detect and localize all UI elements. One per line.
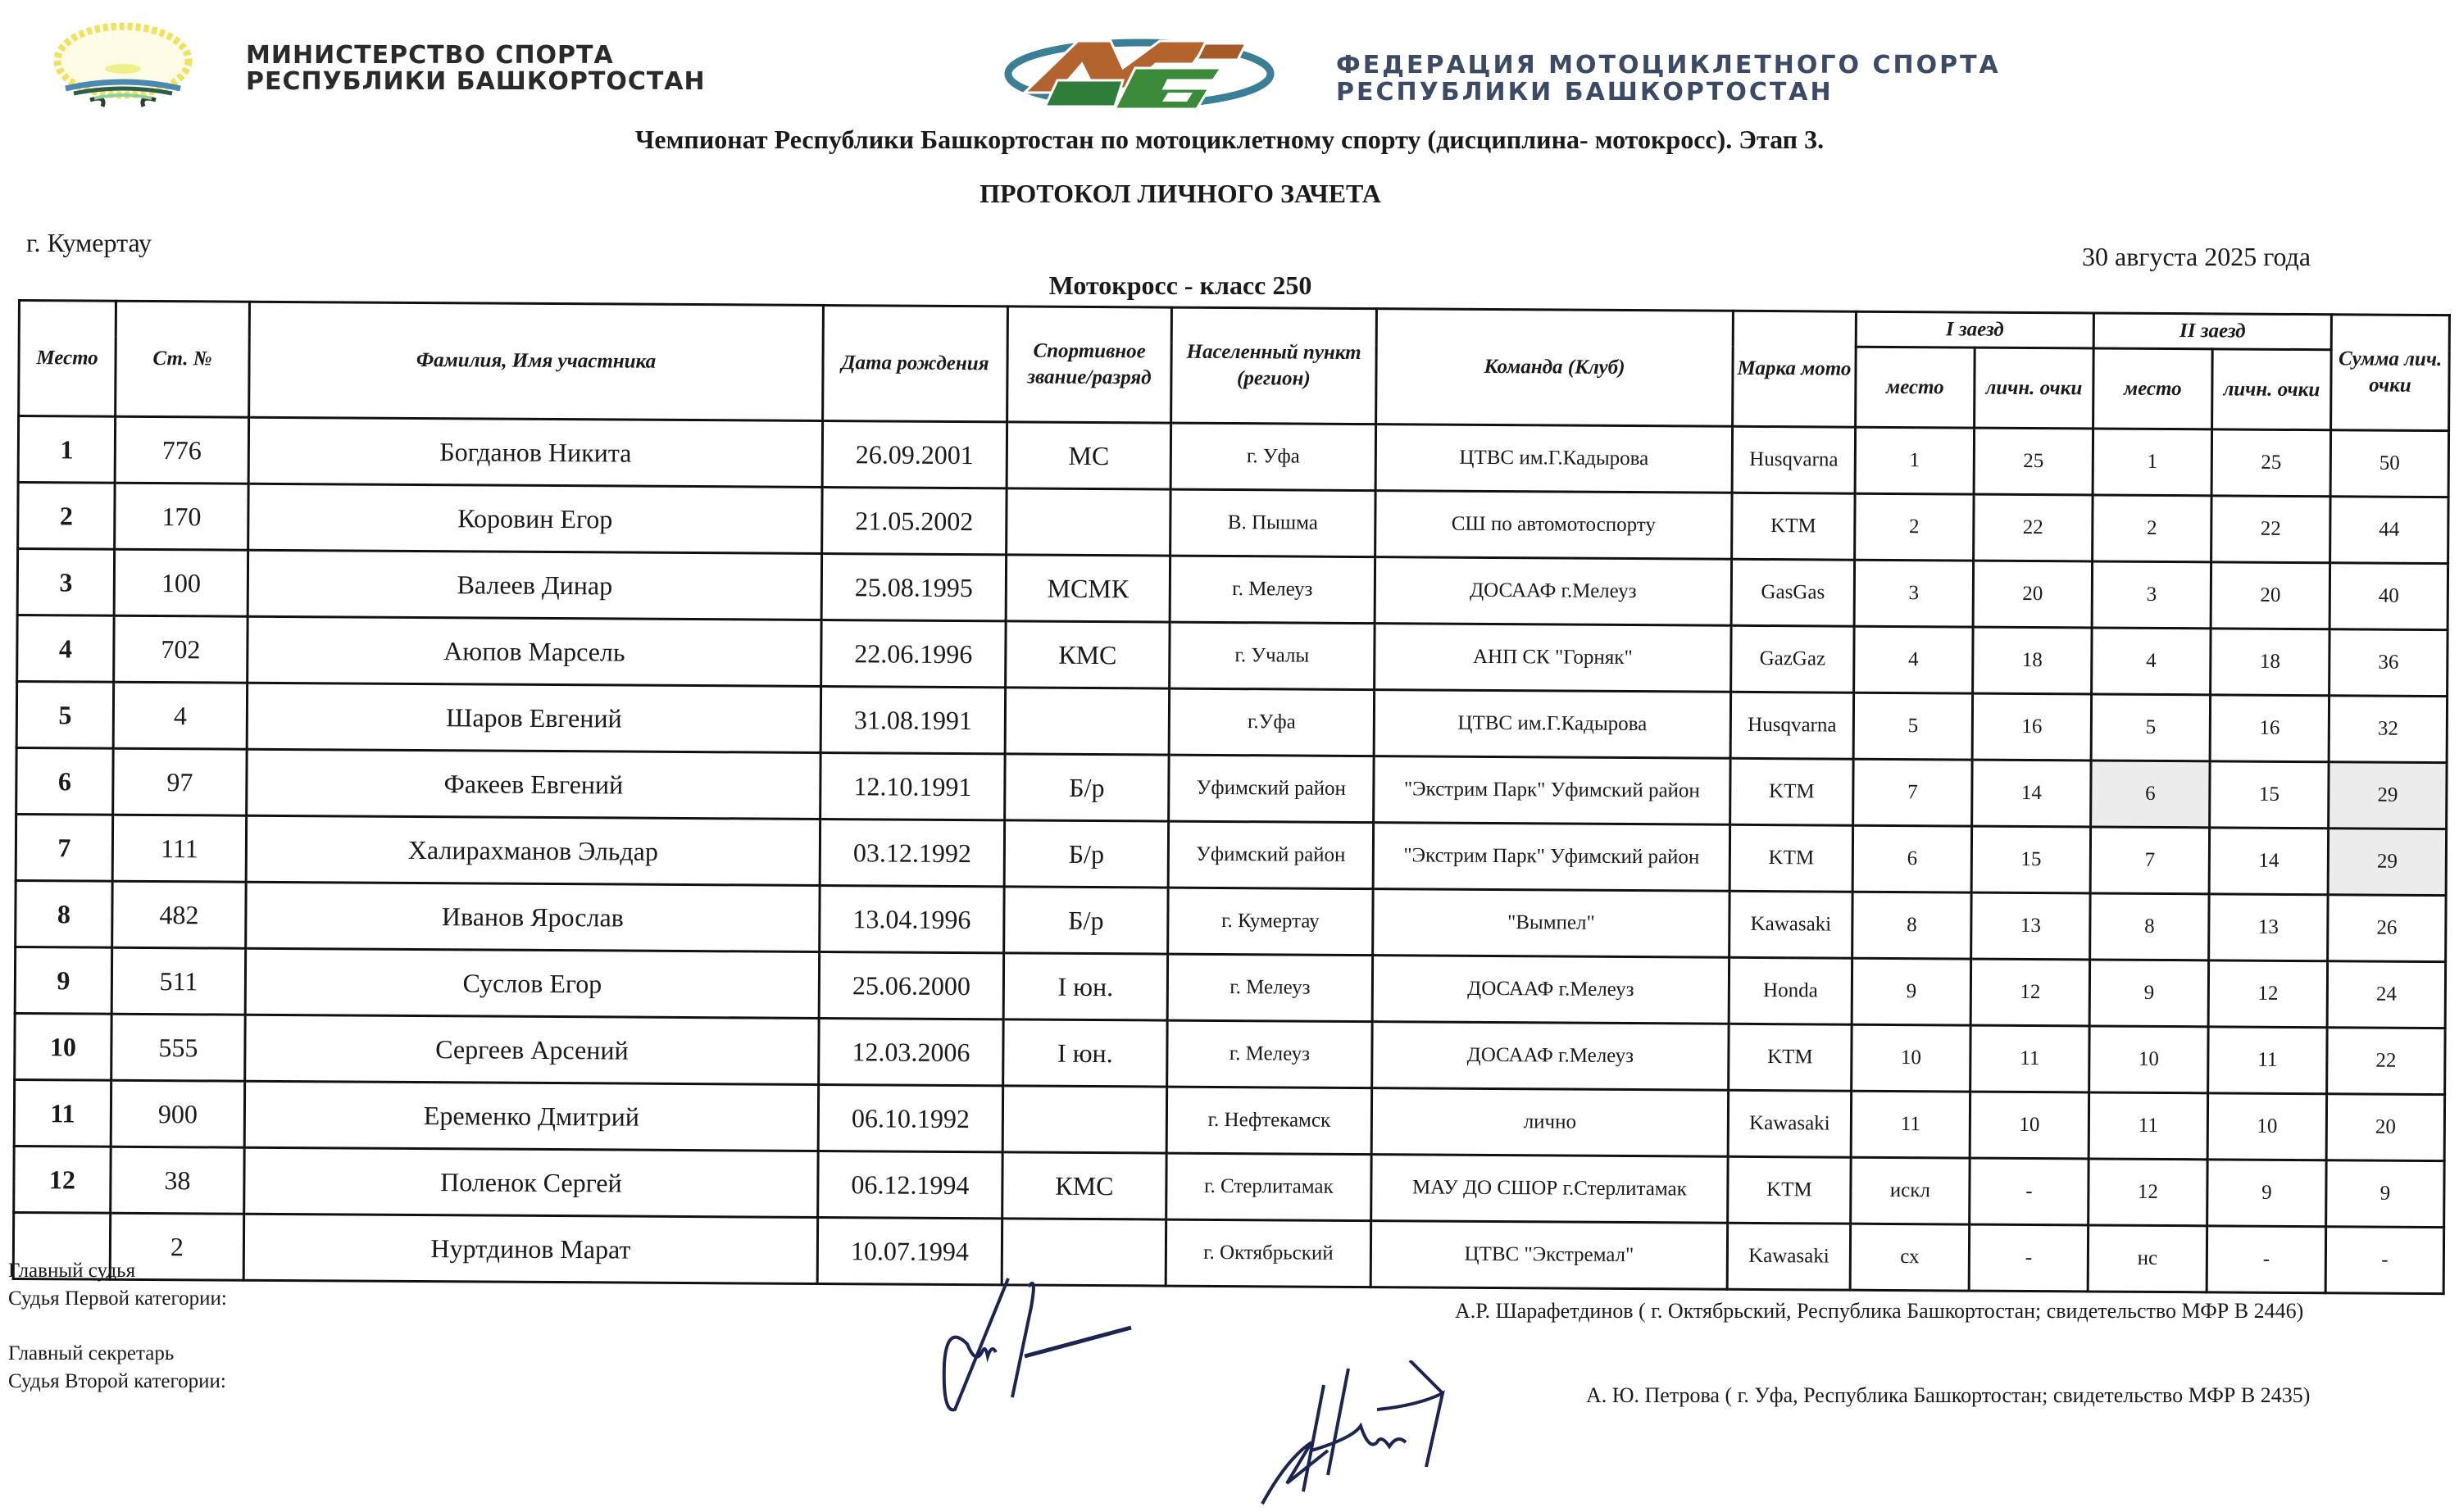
row-race-1-place: 3 — [1854, 560, 1973, 627]
row-name: Еременко Дмитрий — [244, 1081, 818, 1151]
row-start-number: 97 — [113, 748, 247, 815]
header-race-1-points: личн. очки — [1975, 347, 2094, 429]
row-race-1-points: 16 — [1972, 693, 2092, 761]
row-place: 6 — [16, 747, 113, 815]
row-total: 32 — [2329, 696, 2447, 763]
header-name: Фамилия, Имя участника — [249, 302, 824, 420]
row-birth-date: 22.06.1996 — [821, 620, 1006, 687]
row-race-2-points: 16 — [2210, 695, 2329, 762]
row-race-1-points: 10 — [1970, 1092, 2089, 1159]
row-race-2-points: 20 — [2211, 562, 2329, 629]
row-name: Сергеев Арсений — [245, 1015, 819, 1084]
row-team: АНП СК "Горняк" — [1375, 624, 1731, 692]
row-team: ЦТВС "Экстремал" — [1370, 1221, 1727, 1290]
row-city: г. Кумертау — [1168, 888, 1373, 956]
row-race-2-place: 4 — [2092, 628, 2211, 695]
row-rank — [1007, 488, 1170, 556]
row-rank: I юн. — [1003, 1019, 1167, 1087]
row-start-number: 482 — [112, 881, 246, 948]
row-start-number: 702 — [114, 615, 248, 683]
header-total: Сумма лич. очки — [2331, 315, 2450, 431]
chief-secretary-signature — [1254, 1360, 1516, 1512]
header-birth-date: Дата рождения — [823, 306, 1008, 422]
row-race-2-place: 6 — [2091, 761, 2210, 828]
row-city: г. Нефтекамск — [1166, 1087, 1371, 1155]
row-moto: KTM — [1728, 1156, 1851, 1224]
row-name: Шаров Евгений — [247, 683, 820, 752]
row-race-1-points: 15 — [1971, 826, 2091, 893]
row-race-2-points: 18 — [2211, 629, 2329, 696]
row-total: 29 — [2328, 829, 2446, 896]
row-race-2-place: 3 — [2092, 561, 2211, 629]
chief-judge-name: А.Р. Шарафетдинов ( г. Октябрьский, Республика Башкортостан; свидетельство МФР В 2446) — [1455, 1299, 2304, 1323]
row-name: Аюпов Марсель — [248, 616, 821, 686]
row-start-number: 555 — [111, 1014, 245, 1081]
row-total: 20 — [2326, 1094, 2444, 1161]
row-race-1-points: - — [1969, 1224, 2089, 1292]
row-race-1-place: 5 — [1853, 692, 1972, 760]
row-start-number: 2 — [110, 1213, 243, 1280]
chief-secretary-name: А. Ю. Петрова ( г. Уфа, Республика Башкортостан; свидетельство МФР В 2435) — [1586, 1383, 2311, 1407]
ministry-title-line: РЕСПУБЛИКИ БАШКОРТОСТАН — [246, 67, 706, 96]
row-race-1-place: 11 — [1851, 1091, 1970, 1158]
row-race-2-place: 7 — [2090, 827, 2209, 894]
row-birth-date: 21.05.2002 — [822, 487, 1007, 554]
row-team: ДОСААФ г.Мелеуз — [1372, 1022, 1729, 1091]
row-race-1-place: 10 — [1852, 1024, 1970, 1092]
header-start-number: Ст. № — [116, 301, 250, 417]
row-total: 29 — [2329, 762, 2447, 829]
row-team: "Вымпел" — [1373, 889, 1729, 958]
row-place: 5 — [16, 682, 113, 749]
row-moto: KTM — [1732, 493, 1855, 560]
row-birth-date: 31.08.1991 — [820, 686, 1005, 753]
row-birth-date: 12.03.2006 — [819, 1018, 1003, 1085]
row-birth-date: 25.06.2000 — [819, 951, 1003, 1019]
row-moto: Honda — [1729, 957, 1852, 1024]
row-race-2-place: 12 — [2089, 1159, 2207, 1226]
row-race-1-points: 11 — [1970, 1025, 2090, 1092]
row-total: 22 — [2327, 1028, 2445, 1095]
federation-title — [1336, 52, 2001, 106]
results-table — [12, 299, 2451, 1295]
row-start-number: 38 — [111, 1146, 244, 1214]
row-start-number: 4 — [113, 682, 247, 749]
row-race-1-points: 18 — [1973, 627, 2093, 694]
federation-title-line: ФЕДЕРАЦИЯ МОТОЦИКЛЕТНОГО СПОРТА — [1336, 51, 2001, 79]
row-city: г. Октябрьский — [1166, 1219, 1370, 1287]
ministry-title-line: МИНИСТЕРСТВО СПОРТА — [246, 41, 614, 70]
row-name: Факеев Евгений — [247, 749, 820, 819]
row-birth-date: 06.10.1992 — [818, 1084, 1002, 1151]
row-race-2-points: 10 — [2207, 1093, 2326, 1160]
chief-secretary-label: Главный секретарь — [8, 1342, 175, 1364]
ministry-emblem-logo — [45, 18, 201, 112]
row-race-1-points: - — [1970, 1158, 2089, 1225]
row-race-2-place: 9 — [2089, 960, 2208, 1027]
row-place: 8 — [16, 880, 112, 947]
row-total: 40 — [2329, 563, 2448, 630]
header-team: Команда (Клуб) — [1376, 309, 1734, 427]
row-city: Уфимский район — [1169, 755, 1374, 823]
header-race-2-points: личн. очки — [2212, 349, 2332, 430]
row-moto: Husqvarna — [1732, 426, 1855, 493]
row-place: 10 — [15, 1013, 111, 1080]
row-team: "Экстрим Парк" Уфимский район — [1373, 823, 1729, 892]
row-place: 4 — [17, 615, 114, 683]
row-race-2-place: 10 — [2089, 1026, 2208, 1093]
row-race-1-place: 8 — [1852, 892, 1971, 959]
row-rank: Б/р — [1004, 820, 1168, 888]
header-place: Место — [19, 301, 116, 417]
row-race-1-points: 20 — [1973, 561, 2093, 628]
row-start-number: 111 — [112, 815, 246, 882]
row-city: г. Мелеуз — [1170, 556, 1375, 624]
row-place: 12 — [14, 1146, 111, 1213]
row-birth-date: 12.10.1991 — [820, 752, 1005, 820]
class-title: Мотокросс - класс 250 — [1048, 270, 1312, 300]
row-name: Халирахманов Эльдар — [246, 815, 820, 885]
row-race-2-points: 15 — [2210, 761, 2329, 829]
header-rank: Спортивное звание/разряд — [1007, 306, 1172, 423]
header-city: Населенный пункт (регион) — [1171, 307, 1377, 425]
row-birth-date: 10.07.1994 — [817, 1217, 1002, 1284]
event-date: 30 августа 2025 года — [2082, 242, 2311, 271]
row-team: МАУ ДО СШОР г.Стерлитамак — [1371, 1155, 1728, 1224]
row-race-2-place: 8 — [2090, 893, 2209, 960]
chief-judge-signature — [885, 1274, 1148, 1418]
row-total: 24 — [2327, 961, 2445, 1028]
header-moto: Марка мото — [1733, 311, 1857, 427]
row-team: ЦТВС им.Г.Кадырова — [1374, 690, 1730, 759]
row-race-2-points: 12 — [2208, 960, 2327, 1028]
row-start-number: 900 — [111, 1080, 244, 1147]
row-race-1-place: 6 — [1852, 825, 1971, 892]
row-race-1-points: 22 — [1974, 494, 2093, 561]
row-moto: GasGas — [1731, 559, 1854, 626]
row-race-2-points: - — [2207, 1226, 2325, 1293]
row-city: г. Стерлитамак — [1166, 1153, 1371, 1221]
row-race-1-place: 7 — [1853, 759, 1972, 826]
row-race-2-points: 13 — [2209, 894, 2328, 961]
row-place: 11 — [14, 1079, 111, 1146]
row-start-number: 776 — [115, 416, 248, 484]
row-city: г. Мелеуз — [1167, 1020, 1372, 1088]
row-team: ДОСААФ г.Мелеуз — [1375, 557, 1731, 626]
row-start-number: 511 — [111, 947, 245, 1015]
row-rank — [1005, 688, 1169, 755]
row-place: 9 — [15, 947, 111, 1014]
row-birth-date: 26.09.2001 — [822, 420, 1007, 488]
row-city: Уфимский район — [1168, 821, 1373, 889]
row-rank: Б/р — [1004, 887, 1168, 954]
federation-title-line: РЕСПУБЛИКИ БАШКОРТОСТАН — [1336, 78, 1834, 107]
row-birth-date: 03.12.1992 — [820, 819, 1004, 886]
row-moto: Husqvarna — [1730, 692, 1853, 759]
row-race-1-points: 13 — [1971, 892, 2091, 960]
row-rank — [1002, 1086, 1166, 1153]
row-rank: МС — [1007, 422, 1170, 489]
row-birth-date: 06.12.1994 — [818, 1151, 1002, 1218]
chief-judge-label: Главный судья — [8, 1260, 136, 1282]
row-total: 26 — [2328, 895, 2446, 962]
row-rank: КМС — [1002, 1152, 1166, 1219]
row-race-2-points: 9 — [2207, 1160, 2326, 1227]
row-total: 9 — [2326, 1160, 2444, 1228]
row-moto: KTM — [1729, 824, 1852, 892]
row-name: Поленок Сергей — [244, 1147, 818, 1217]
row-team: ЦТВС им.Г.Кадырова — [1375, 425, 1732, 493]
row-city: г. Уфа — [1170, 423, 1375, 491]
row-race-1-points: 12 — [1970, 959, 2090, 1026]
row-name: Иванов Ярослав — [246, 882, 820, 951]
row-start-number: 100 — [114, 549, 248, 616]
row-name: Валеев Динар — [248, 550, 821, 620]
row-moto: KTM — [1730, 758, 1853, 825]
row-moto: KTM — [1729, 1024, 1852, 1091]
federation-logo — [1000, 31, 1279, 113]
table-row — [13, 1212, 2443, 1293]
row-total: 50 — [2330, 430, 2448, 497]
chief-judge-category: Судья Первой категории: — [8, 1287, 227, 1310]
row-race-2-place: 1 — [2093, 429, 2211, 496]
header-race-1: I заезд — [1856, 311, 2093, 348]
row-race-1-place: 2 — [1855, 493, 1974, 561]
row-rank: МСМК — [1006, 555, 1170, 622]
row-team: лично — [1371, 1088, 1728, 1157]
row-moto: GazGaz — [1731, 625, 1854, 692]
protocol-title: ПРОТОКОЛ ЛИЧНОГО ЗАЧЕТА — [980, 179, 1381, 208]
row-place: 7 — [16, 814, 112, 881]
row-race-2-points: 22 — [2211, 496, 2330, 563]
row-city: г. Мелеуз — [1167, 954, 1372, 1022]
row-birth-date: 25.08.1995 — [821, 553, 1006, 620]
row-race-2-place: 11 — [2089, 1092, 2207, 1160]
row-name: Богданов Никита — [248, 417, 822, 487]
row-team: "Экстрим Парк" Уфимский район — [1374, 756, 1730, 825]
row-moto: Kawasaki — [1727, 1223, 1850, 1290]
row-rank: КМС — [1006, 621, 1170, 688]
row-race-2-place: нс — [2088, 1225, 2207, 1292]
row-moto: Kawasaki — [1728, 1090, 1851, 1157]
row-name: Нуртдинов Марат — [243, 1214, 817, 1283]
row-race-1-place: 4 — [1854, 626, 1973, 693]
row-race-2-place: 5 — [2091, 694, 2210, 761]
row-total: 36 — [2329, 629, 2448, 697]
row-race-2-points: 11 — [2208, 1027, 2327, 1094]
row-rank: Б/р — [1005, 754, 1169, 821]
row-race-1-points: 14 — [1972, 760, 2092, 827]
ministry-title — [246, 43, 706, 95]
row-place: 1 — [18, 416, 115, 484]
row-city: г. Учалы — [1170, 622, 1375, 690]
row-start-number: 170 — [115, 483, 248, 550]
row-rank: I юн. — [1003, 953, 1167, 1020]
chief-secretary-category: Судья Второй категории: — [8, 1370, 226, 1392]
row-race-2-place: 2 — [2093, 495, 2211, 562]
championship-title: Чемпионат Республики Башкортостан по мотоциклетному спорту (дисциплина- мотокросс). Этап 3. — [634, 125, 1825, 154]
header-race-1-place: место — [1856, 347, 1975, 428]
row-race-1-place: 1 — [1855, 427, 1974, 494]
row-name: Суслов Егор — [245, 948, 819, 1018]
row-moto: Kawasaki — [1729, 891, 1852, 958]
row-team: ДОСААФ г.Мелеуз — [1372, 956, 1729, 1024]
row-name: Коровин Егор — [248, 484, 822, 553]
row-total: - — [2325, 1227, 2443, 1294]
row-place: 2 — [18, 483, 115, 550]
event-city: г. Кумертау — [26, 228, 152, 257]
row-race-1-place: 9 — [1852, 958, 1970, 1025]
row-total: 44 — [2330, 497, 2448, 564]
header-race-2-place: место — [2093, 348, 2213, 429]
row-team: СШ по автомотоспорту — [1375, 491, 1732, 560]
row-race-2-points: 25 — [2211, 429, 2330, 497]
row-birth-date: 13.04.1996 — [820, 885, 1004, 952]
row-city: В. Пышма — [1170, 489, 1375, 557]
row-race-1-place: искл — [1851, 1157, 1970, 1224]
row-race-1-place: сх — [1850, 1224, 1969, 1291]
results-body — [13, 416, 2448, 1294]
row-race-2-points: 14 — [2209, 828, 2328, 895]
header-race-2: II заезд — [2093, 313, 2331, 350]
row-place: 3 — [17, 549, 114, 616]
row-city: г.Уфа — [1169, 688, 1374, 756]
row-race-1-points: 25 — [1974, 428, 2093, 495]
